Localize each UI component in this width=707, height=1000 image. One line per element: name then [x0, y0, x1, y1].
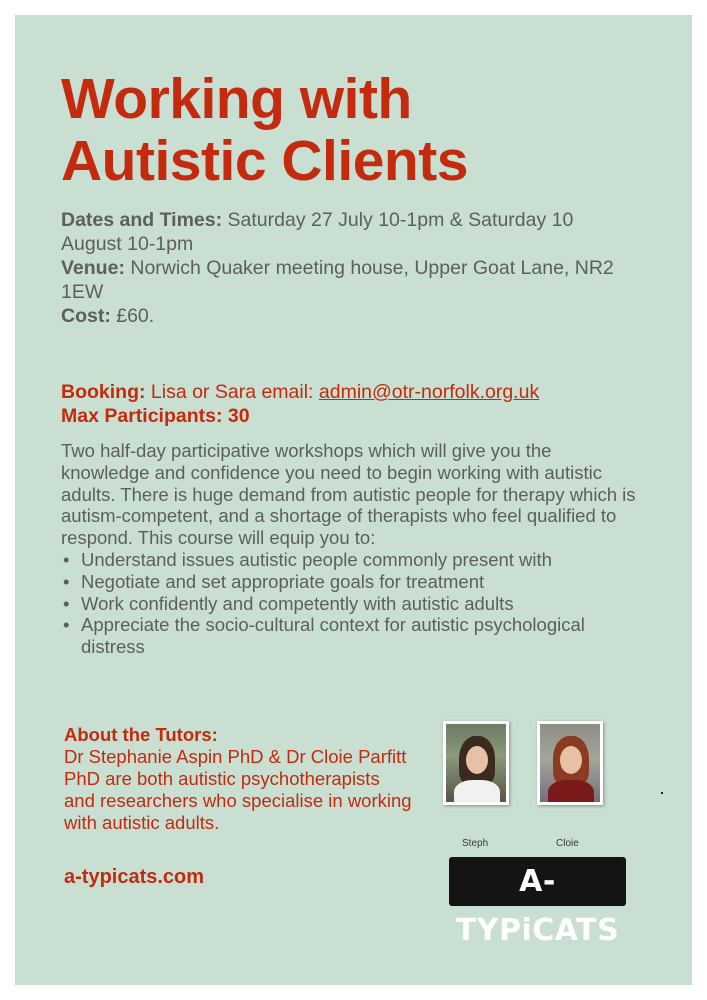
website-link[interactable]: a-typicats.com	[64, 866, 205, 888]
booking-email-link[interactable]: admin@otr-norfolk.org.uk	[318, 381, 540, 403]
stray-dot	[661, 792, 663, 794]
title-line-2: Autistic Clients	[61, 129, 468, 193]
dates-line	[61, 208, 636, 256]
about-tutors	[64, 724, 414, 834]
a-typicats-logo: A-TYPiCATS	[449, 857, 626, 906]
cost-line	[61, 304, 636, 328]
dates-label: Dates and Times:	[61, 209, 223, 231]
event-info	[61, 208, 636, 328]
steph-photo	[443, 721, 509, 805]
booking-info	[61, 380, 651, 428]
max-participants-label: Max Participants:	[61, 405, 223, 427]
cloie-caption: Cloie	[556, 838, 579, 849]
max-participants-line	[61, 404, 651, 428]
course-description	[61, 440, 636, 658]
booking-text: Lisa or Sara email:	[145, 381, 319, 403]
list-item: • Work confidently and competently with autistic adults	[61, 593, 636, 615]
title-line-1: Working with	[61, 67, 412, 131]
dates-value: Saturday 27 July 10-1pm & Saturday 10 August 10-1pm	[61, 209, 574, 255]
outcomes-list	[61, 549, 636, 658]
cost-value: £60.	[110, 305, 155, 327]
venue-label: Venue:	[61, 257, 125, 279]
tutors-text: Dr Stephanie Aspin PhD & Dr Cloie Parfitt PhD are both autistic psychotherapists and researchers who specialise in working with autistic adults.	[64, 746, 412, 833]
page-title	[61, 68, 468, 192]
venue-value: Norwich Quaker meeting house, Upper Goat Lane, NR2 1EW	[61, 257, 614, 303]
list-item: • Appreciate the socio-cultural context for autistic psychological distress	[61, 614, 636, 658]
venue-line	[61, 256, 636, 304]
booking-label: Booking:	[61, 381, 146, 403]
list-item: • Understand issues autistic people commonly present with	[61, 549, 636, 571]
cloie-photo	[537, 721, 603, 805]
steph-caption: Steph	[462, 838, 489, 849]
cost-label: Cost:	[61, 305, 111, 327]
booking-line	[61, 380, 651, 404]
list-item: • Negotiate and set appropriate goals for treatment	[61, 571, 636, 593]
description-intro: Two half-day participative workshops which will give you the knowledge and confidence you need to begin working with autistic adults. There is huge demand from autistic people for therapy which is autism-competent, and a shortage of therapists who feel qualified to respond. This course will equip you to:	[61, 440, 636, 549]
max-participants-value: 30	[222, 405, 250, 427]
tutors-heading: About the Tutors:	[64, 724, 218, 745]
